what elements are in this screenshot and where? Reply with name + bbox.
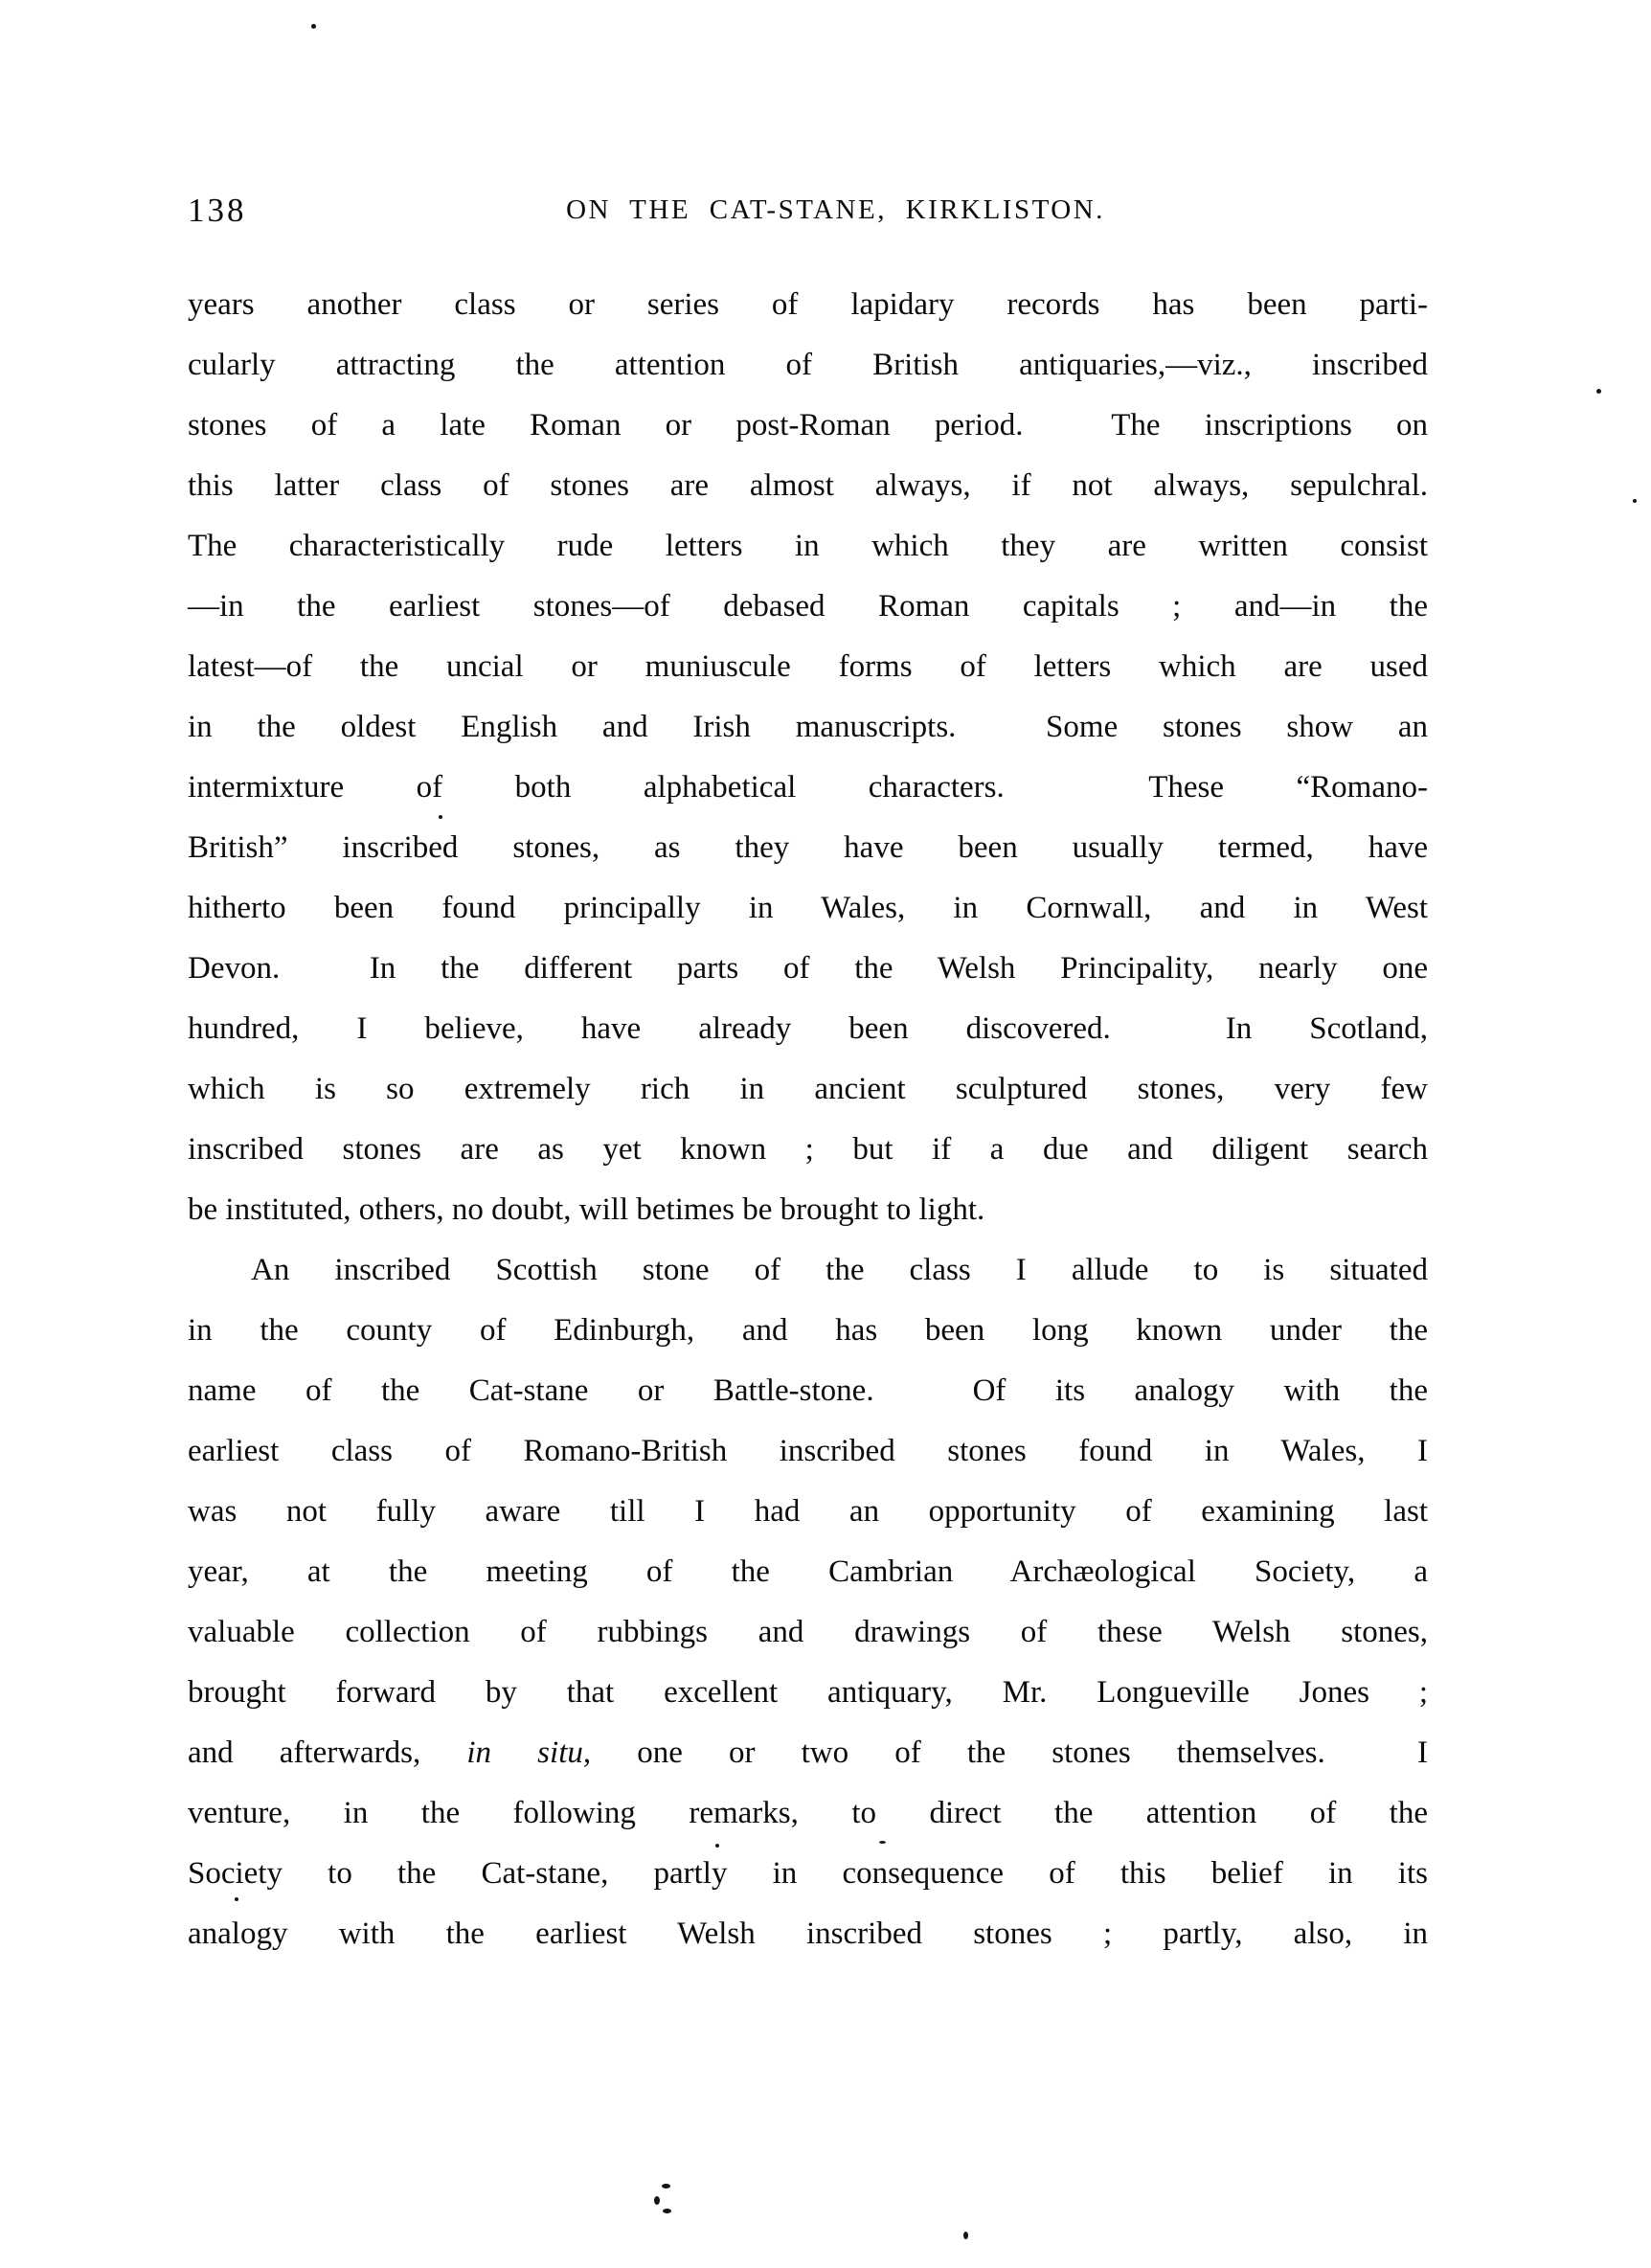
scan-speck <box>311 24 316 29</box>
page-header-title: ON THE CAT-STANE, KIRKLISTON. <box>566 194 1105 225</box>
text-line: hundred, I believe, have already been discovered. In Scotland, <box>188 1011 1428 1046</box>
scan-speck <box>439 815 442 819</box>
text-line: name of the Cat-stane or Battle-stone. Of its analogy with the <box>188 1373 1428 1408</box>
text-line: which is so extremely rich in ancient sculptured stones, very few <box>188 1072 1428 1106</box>
scan-speck <box>1596 389 1601 394</box>
text-line: valuable collection of rubbings and drawings of these Welsh stones, <box>188 1615 1428 1649</box>
text-line: Society to the Cat-stane, partly in consequence of this belief in its <box>188 1856 1428 1891</box>
text-segment: one or two of the stones themselves. I <box>591 1735 1428 1770</box>
scan-speck <box>879 1841 886 1844</box>
text-line: latest—of the uncial or muniuscule forms of letters which are used <box>188 649 1428 684</box>
italic-text-segment: in situ, <box>466 1735 592 1770</box>
text-line: this latter class of stones are almost always, if not always, sepulchral. <box>188 468 1428 503</box>
scan-speck <box>963 2232 968 2239</box>
text-line: —in the earliest stones—of debased Roman capitals ; and—in the <box>188 589 1428 624</box>
text-line: years another class or series of lapidary records has been parti- <box>188 287 1428 322</box>
text-line: earliest class of Romano-British inscribed stones found in Wales, I <box>188 1434 1428 1468</box>
text-line: An inscribed Scottish stone of the class I allude to is situated <box>251 1253 1428 1287</box>
text-line: inscribed stones are as yet known ; but if a due and diligent search <box>188 1132 1428 1167</box>
text-line: cularly attracting the attention of British antiquaries,—viz., inscribed <box>188 348 1428 382</box>
text-line: was not fully aware till I had an opportunity of examining last <box>188 1494 1428 1529</box>
text-line-with-italic <box>188 1723 1428 1783</box>
paragraph-1 <box>188 275 1428 1240</box>
text-line: brought forward by that excellent antiquary, Mr. Longueville Jones ; <box>188 1675 1428 1710</box>
text-line: stones of a late Roman or post-Roman period. The inscriptions on <box>188 408 1428 442</box>
text-line: intermixture of both alphabetical characters. These “Romano- <box>188 770 1428 805</box>
body-text <box>188 275 1428 1964</box>
text-line: Devon. In the different parts of the Welsh Principality, nearly one <box>188 951 1428 986</box>
text-line: British” inscribed stones, as they have been usually termed, have <box>188 830 1428 865</box>
text-line: hitherto been found principally in Wales, in Cornwall, and in West <box>188 891 1428 925</box>
text-line: analogy with the earliest Welsh inscribed stones ; partly, also, in <box>188 1916 1428 1951</box>
text-line: be instituted, others, no doubt, will betimes be brought to light. <box>188 1192 985 1227</box>
text-line: in the oldest English and Irish manuscripts. Some stones show an <box>188 710 1428 744</box>
text-line: year, at the meeting of the Cambrian Archæological Society, a <box>188 1554 1428 1589</box>
page-number: 138 <box>188 192 247 229</box>
scan-speck <box>654 2196 660 2205</box>
text-line: The characteristically rude letters in which they are written consist <box>188 529 1428 563</box>
text-line: venture, in the following remarks, to direct the attention of the <box>188 1796 1428 1830</box>
paragraph-2 <box>188 1240 1428 1964</box>
text-segment: and afterwards, <box>188 1735 467 1770</box>
text-line: in the county of Edinburgh, and has been long known under the <box>188 1313 1428 1348</box>
scan-speck <box>1633 499 1637 503</box>
scan-speck <box>662 2184 670 2189</box>
scan-speck <box>235 1897 238 1901</box>
scan-speck <box>715 1844 719 1848</box>
scan-speck <box>663 2209 671 2213</box>
